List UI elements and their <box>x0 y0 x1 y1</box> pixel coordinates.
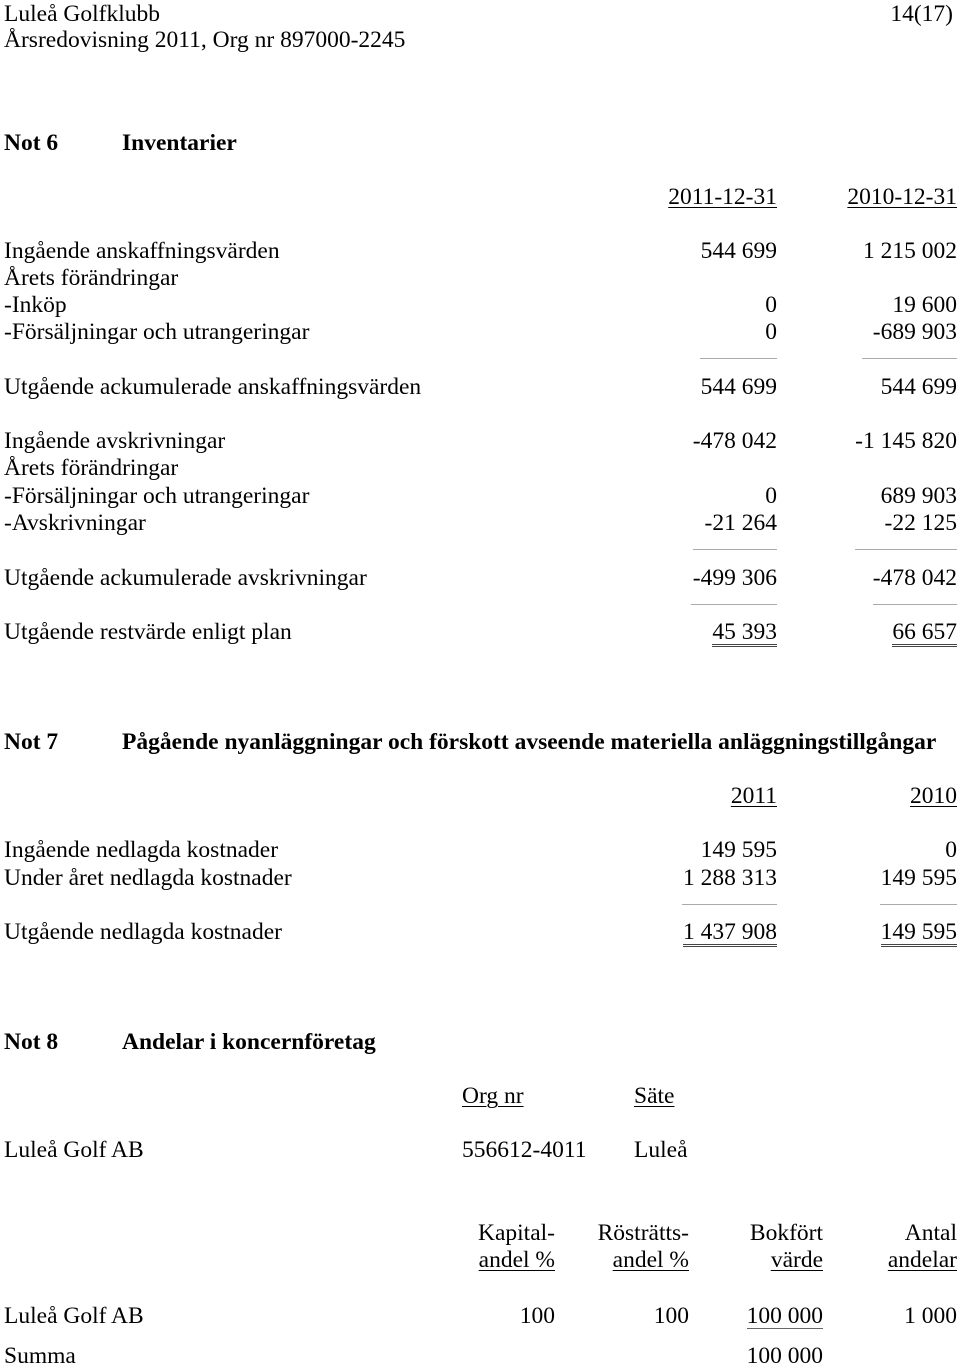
value-previous-year: 19 600 <box>892 292 957 318</box>
note-number: Not 7 <box>4 729 59 755</box>
book-value: 100 000 <box>746 1303 823 1329</box>
subtotal-rule <box>862 358 957 359</box>
value-previous-year: -1 145 820 <box>855 428 957 454</box>
row-label: Ingående avskrivningar <box>4 428 226 454</box>
column-header-row <box>0 784 960 808</box>
value-previous-year: 544 699 <box>880 374 957 400</box>
value-previous-year: 149 595 <box>880 865 957 891</box>
note-heading <box>0 131 960 155</box>
row-label: Årets förändringar <box>4 455 179 481</box>
total-previous-year: 149 595 <box>880 919 957 945</box>
row-label: -Avskrivningar <box>4 510 146 536</box>
value-current-year: 149 595 <box>700 837 777 863</box>
value-current-year: 544 699 <box>700 238 777 264</box>
shares-value: 1 000 <box>904 1303 957 1329</box>
column-header-row <box>0 185 960 209</box>
subtotal-rule <box>691 604 777 605</box>
row-label: -Försäljningar och utrangeringar <box>4 319 310 345</box>
column-header-voting-share: Rösträtts- <box>597 1220 689 1246</box>
total-book-value: 100 000 <box>746 1343 823 1369</box>
table-row <box>0 484 960 508</box>
table-row <box>0 239 960 263</box>
value-previous-year: 1 215 002 <box>863 238 957 264</box>
row-label: Utgående nedlagda kostnader <box>4 919 282 945</box>
note-heading <box>0 730 960 754</box>
table-row <box>0 866 960 890</box>
subtotal-rule <box>873 604 957 605</box>
holding-row <box>0 1304 960 1328</box>
page-header-line-2 <box>0 28 960 52</box>
total-current-year: 45 393 <box>712 619 777 645</box>
page-number: 14(17) <box>890 1 953 27</box>
value-current-year: 0 <box>765 292 777 318</box>
company-column-header-row <box>0 1084 960 1108</box>
organization-name: Luleå Golfklubb <box>4 1 160 27</box>
holding-column-header-row-1 <box>0 1221 960 1245</box>
column-header-book-value-line-2: värde <box>770 1247 823 1273</box>
column-header-previous-year: 2010 <box>910 783 957 809</box>
value-previous-year: -689 903 <box>872 319 957 345</box>
column-header-capital-share-line-2: andel % <box>478 1247 555 1273</box>
row-label: Under året nedlagda kostnader <box>4 865 292 891</box>
value-previous-year: 689 903 <box>880 483 957 509</box>
subtotal-rule <box>693 549 777 550</box>
value-previous-year: 0 <box>945 837 957 863</box>
column-header-previous-year: 2010-12-31 <box>847 184 957 210</box>
holding-column-header-row-2 <box>0 1248 960 1272</box>
report-title: Årsredovisning 2011, Org nr 897000-2245 <box>4 27 406 53</box>
column-header-current-year: 2011-12-31 <box>668 184 777 210</box>
total-row <box>0 920 960 944</box>
total-previous-year: 66 657 <box>892 619 957 645</box>
total-row <box>0 1344 960 1368</box>
note-title: Andelar i koncernföretag <box>122 1029 376 1055</box>
row-label: Utgående restvärde enligt plan <box>4 619 292 645</box>
subtotal-rule <box>700 358 777 359</box>
note-heading <box>0 1030 960 1054</box>
page-header-line-1 <box>0 2 960 26</box>
table-row <box>0 375 960 399</box>
row-label: -Försäljningar och utrangeringar <box>4 483 310 509</box>
value-current-year: -478 042 <box>692 428 777 454</box>
total-current-year: 1 437 908 <box>683 919 777 945</box>
subtotal-rule <box>855 549 957 550</box>
total-label: Summa <box>4 1343 76 1369</box>
table-row <box>0 456 960 480</box>
column-header-book-value: Bokfört <box>749 1220 823 1246</box>
row-label: -Inköp <box>4 292 67 318</box>
holding-company-name: Luleå Golf AB <box>4 1303 144 1329</box>
table-row <box>0 266 960 290</box>
column-header-shares: Antal <box>904 1220 957 1246</box>
note-number: Not 8 <box>4 1029 59 1055</box>
capital-share-value: 100 <box>519 1303 555 1329</box>
subtotal-rule <box>880 904 957 905</box>
row-label: Årets förändringar <box>4 265 179 291</box>
row-label: Ingående nedlagda kostnader <box>4 837 279 863</box>
value-current-year: -499 306 <box>692 565 777 591</box>
value-current-year: 0 <box>765 319 777 345</box>
value-current-year: -21 264 <box>704 510 777 536</box>
row-label: Utgående ackumulerade avskrivningar <box>4 565 367 591</box>
table-row <box>0 838 960 862</box>
value-current-year: 0 <box>765 483 777 509</box>
voting-share-value: 100 <box>653 1303 689 1329</box>
table-row <box>0 429 960 453</box>
column-header-capital-share: Kapital- <box>478 1220 555 1246</box>
row-label: Utgående ackumulerade anskaffningsvärden <box>4 374 422 400</box>
column-header-shares-line-2: andelar <box>887 1247 957 1273</box>
company-row <box>0 1138 960 1162</box>
note-title: Inventarier <box>122 130 237 156</box>
note-title: Pågående nyanläggningar och förskott avseende materiella anläggningstillgångar <box>122 729 937 755</box>
column-header-current-year: 2011 <box>730 783 777 809</box>
note-number: Not 6 <box>4 130 59 156</box>
value-previous-year: -478 042 <box>872 565 957 591</box>
table-row <box>0 293 960 317</box>
row-label: Ingående anskaffningsvärden <box>4 238 280 264</box>
table-row <box>0 566 960 590</box>
value-current-year: 1 288 313 <box>683 865 777 891</box>
company-name: Luleå Golf AB <box>4 1137 144 1163</box>
table-row <box>0 320 960 344</box>
table-row <box>0 511 960 535</box>
column-header-voting-share-line-2: andel % <box>612 1247 689 1273</box>
subtotal-rule <box>682 904 777 905</box>
value-previous-year: -22 125 <box>884 510 957 536</box>
column-header-seat: Säte <box>634 1083 675 1109</box>
total-row <box>0 620 960 644</box>
column-header-org-nr: Org nr <box>462 1083 524 1109</box>
company-org-nr: 556612-4011 <box>462 1137 587 1163</box>
company-seat: Luleå <box>634 1137 688 1163</box>
value-current-year: 544 699 <box>700 374 777 400</box>
